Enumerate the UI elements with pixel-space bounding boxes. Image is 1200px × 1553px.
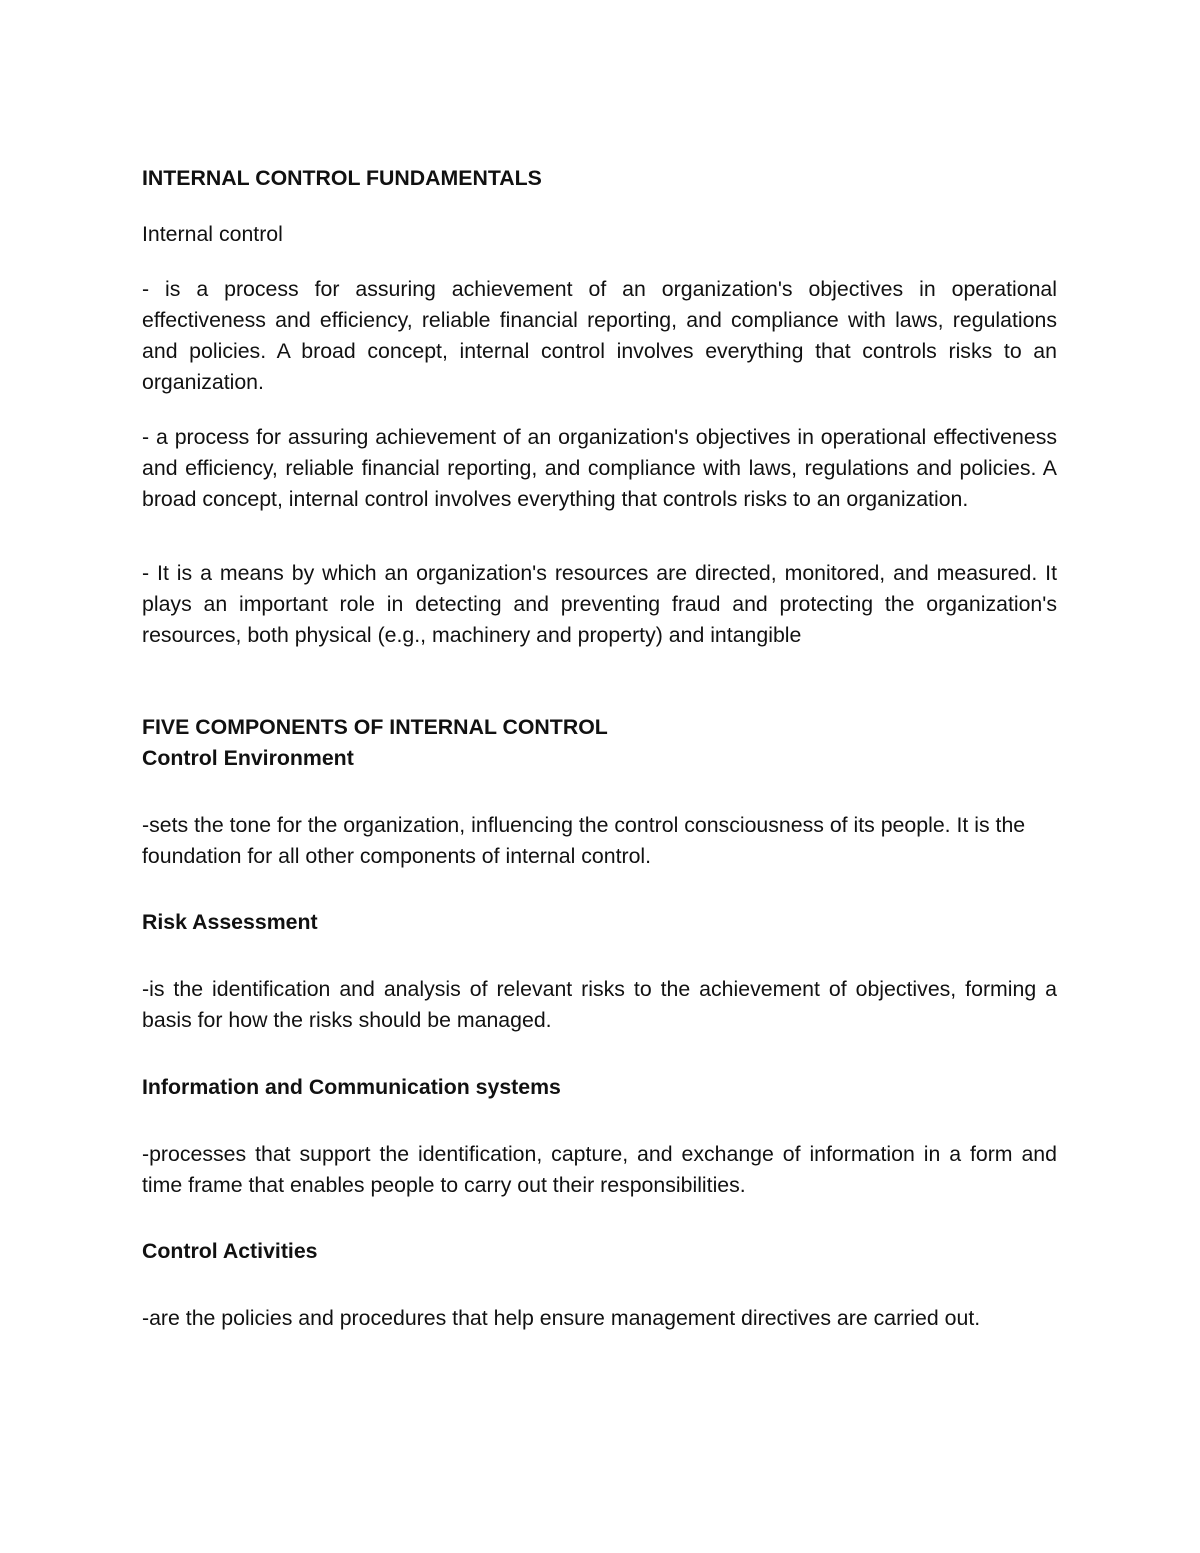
component-text-control-activities: -are the policies and procedures that help ensure management directives are carried out. bbox=[142, 1306, 981, 1330]
component-heading-information-communication: Information and Communication systems bbox=[142, 1075, 561, 1099]
component-heading-control-activities: Control Activities bbox=[142, 1239, 318, 1263]
component-text-risk-assessment: -is the identification and analysis of relevant risks to the achievement of objectives, forming a basis for how the risks should be managed. bbox=[142, 977, 1057, 1032]
component-text-information-communication: -processes that support the identification, capture, and exchange of information in a form and time frame that enables people to carry out their responsibilities. bbox=[142, 1142, 1057, 1197]
component-heading-risk-assessment: Risk Assessment bbox=[142, 910, 318, 934]
intro-label: Internal control bbox=[142, 222, 283, 246]
components-title: FIVE COMPONENTS OF INTERNAL CONTROL bbox=[142, 715, 608, 739]
component-heading-control-environment: Control Environment bbox=[142, 746, 354, 770]
document-title: INTERNAL CONTROL FUNDAMENTALS bbox=[142, 166, 542, 190]
definition-paragraph-1: - is a process for assuring achievement of an organization's objectives in operational effectiveness and efficiency, reliable financial reporting, and compliance with laws, regulations and policies. A broad concept, internal control involves everything that controls risks to an organization. bbox=[142, 277, 1057, 394]
component-text-control-environment: -sets the tone for the organization, influencing the control consciousness of its people. It is the foundation for all other components of internal control. bbox=[142, 813, 1026, 868]
definition-paragraph-3: - It is a means by which an organization's resources are directed, monitored, and measured. It plays an important role in detecting and preventing fraud and protecting the organization's resources, both physical (e.g., machinery and property) and intangible bbox=[142, 561, 1057, 647]
definition-paragraph-2: - a process for assuring achievement of an organization's objectives in operational effectiveness and efficiency, reliable financial reporting, and compliance with laws, regulations and policies. A broad concept, internal control involves everything that controls risks to an organization. bbox=[142, 425, 1057, 511]
